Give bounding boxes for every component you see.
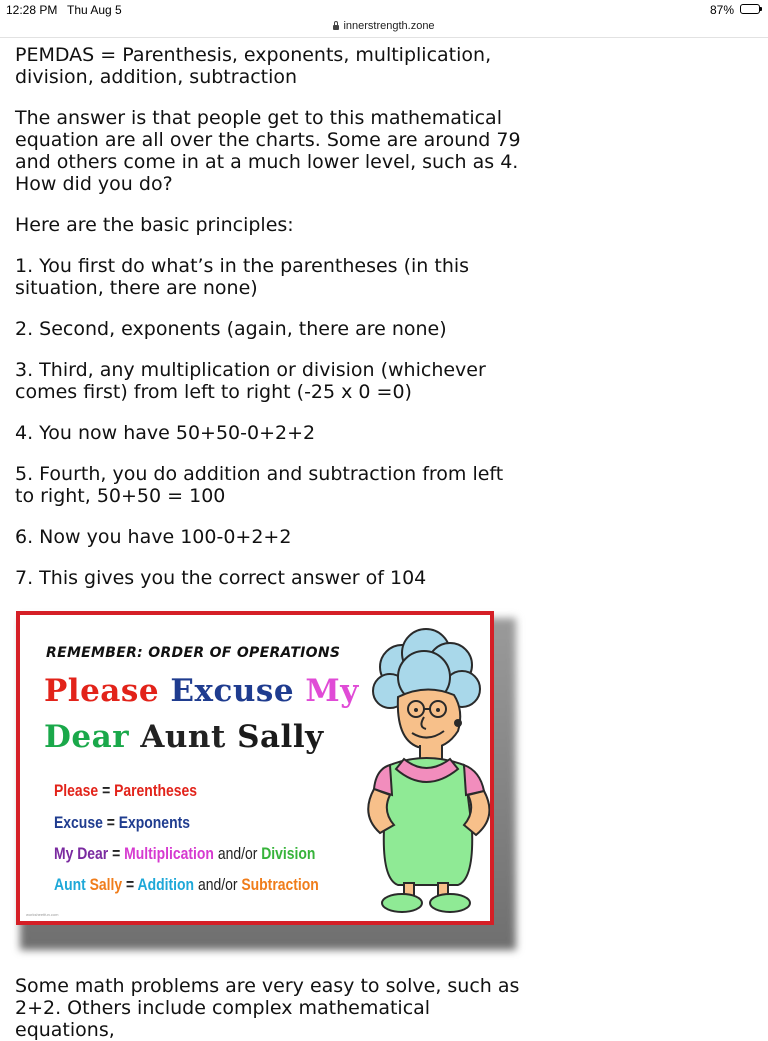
status-date: Thu Aug 5 xyxy=(67,3,122,17)
poster-definition-please: Please = Parentheses xyxy=(54,781,198,800)
poster-heading: REMEMBER: ORDER OF OPERATIONS xyxy=(46,645,341,661)
url-text: innerstrength.zone xyxy=(343,20,435,32)
battery-percentage: 87% xyxy=(709,3,734,17)
article-paragraph-bottom: Some math problems are very easy to solve, such as 2+2. Others include complex mathematical equations, xyxy=(15,975,520,1041)
lock-icon xyxy=(333,25,339,30)
article-body xyxy=(15,44,525,608)
poster-word-sally: Sally xyxy=(237,719,324,755)
article-paragraph: Here are the basic principles: xyxy=(15,214,294,236)
pemdas-poster-image[interactable] xyxy=(16,611,494,925)
article-paragraph: 2. Second, exponents (again, there are none) xyxy=(15,318,447,340)
article-paragraph: 5. Fourth, you do addition and subtraction from left to right, 50+50 = 100 xyxy=(15,463,504,507)
battery-icon xyxy=(740,4,760,14)
poster-definition-aunt-sally: Aunt Sally = Addition and/or Subtraction xyxy=(54,875,319,894)
grandma-cartoon-illustration xyxy=(346,619,494,919)
poster-mnemonic-line-1 xyxy=(44,673,359,709)
poster-word-my: My xyxy=(305,673,359,709)
article-paragraph: 7. This gives you the correct answer of 104 xyxy=(15,567,427,589)
article-paragraph: PEMDAS = Parenthesis, exponents, multiplication, division, addition, subtraction xyxy=(15,44,492,88)
article-paragraph: 6. Now you have 100-0+2+2 xyxy=(15,526,292,548)
poster-word-aunt: Aunt xyxy=(140,719,226,755)
article-paragraph: 1. You first do what’s in the parentheses (in this situation, there are none) xyxy=(15,255,470,299)
article-paragraph: The answer is that people get to this mathematical equation are all over the charts. Some are around 79 and others come in at a much lower level, such as 4. How did you do? xyxy=(15,107,521,195)
article-paragraph: 3. Third, any multiplication or division (whichever comes first) from left to right (-25 x 0 =0) xyxy=(15,359,486,403)
poster-word-please: Please xyxy=(44,673,160,709)
poster-word-dear: Dear xyxy=(44,719,130,755)
poster-definition-excuse: Excuse = Exponents xyxy=(54,813,190,832)
status-time: 12:28 PM xyxy=(6,3,58,17)
poster-credit: worksheetfun.com xyxy=(26,912,59,917)
poster-mnemonic-line-2 xyxy=(44,719,324,755)
poster-definition-my-dear: My Dear = Multiplication and/or Division xyxy=(54,844,316,863)
address-bar[interactable] xyxy=(0,16,768,38)
poster-word-excuse: Excuse xyxy=(170,673,295,709)
article-paragraph: 4. You now have 50+50-0+2+2 xyxy=(15,422,316,444)
